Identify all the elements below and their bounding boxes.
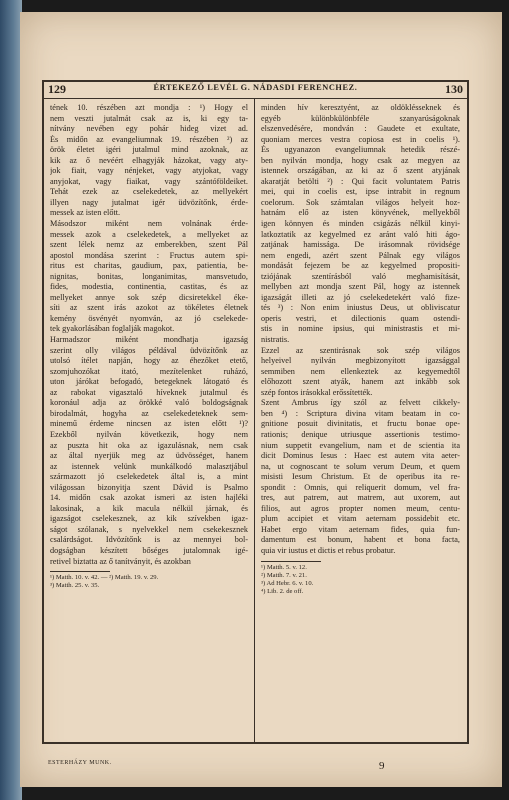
text-line: Ezzel az szentirásnak sok szép világos xyxy=(261,345,460,355)
text-line: kemény ösvényét nyomván, az jó cselekede- xyxy=(50,313,248,323)
right-column xyxy=(261,103,460,596)
footnote-separator xyxy=(261,561,321,562)
text-line: tziójának szentírásból való meghamisítását, xyxy=(261,271,460,281)
text-line: kik az ő nevéért elhagyják házokat, vagy aty- xyxy=(50,155,248,165)
text-line: jok fiait, vagy nénjeket, vagy atyjokat, vagy xyxy=(50,166,248,176)
text-line: akaratját betölti ²) : Qui facit voluntatem Patris xyxy=(261,176,460,186)
text-line: uton járókat befogadó, betegeknek látogató és xyxy=(50,377,248,387)
text-line: szép fontos irásokkal erőssítették. xyxy=(261,387,373,397)
text-line: És ugyanazon evangeliumnak hetedik részé- xyxy=(261,145,460,155)
text-line: az által nyerjük meg az üdvösséget, hanem xyxy=(50,451,248,461)
text-line: coelorum. Sok számtalan világos helyeit hoz- xyxy=(261,197,460,207)
text-line: semmiben nem ellenkeztek az kegyemedtől xyxy=(261,366,460,376)
text-line: csalárdságot. Idvözítőnk is az mennyei bol- xyxy=(50,535,248,545)
text-line: illyen nagy jutalmat igér üdvözítőnk, érde- xyxy=(50,197,248,207)
text-line: na, ut cognoscant te solum verum Deum, et quem xyxy=(261,461,460,471)
text-line: nium suppetit evangelium, nam et de scientia ita xyxy=(261,440,460,450)
running-title: ÉRTEKEZŐ LEVÉL G. NÁDASDI FERENCHEZ. xyxy=(153,83,358,92)
text-line: tés ³) : Non enim iniustus Deus, ut obliviscatur xyxy=(261,303,460,313)
text-line: istennek országában, az ki az ő szent atyjának xyxy=(261,166,460,176)
text-line: apostol mondása szerint : Fructus autem spi- xyxy=(50,250,248,260)
text-line: spondit : Omnis, qui reliquerit domum, vel fra- xyxy=(261,482,460,492)
page-header xyxy=(44,80,467,99)
text-line: gnitione posuit divinitatis, et fructu bonae ope- xyxy=(261,419,460,429)
page-number-right: 130 xyxy=(445,82,463,96)
signature-mark: ESTERHÁZY MUNK. xyxy=(48,760,112,766)
signature-number: 9 xyxy=(379,760,385,772)
text-line: birodalmát, hogyha az cselekedeteknek sem- xyxy=(50,408,248,418)
text-line: egyéb különbkülönbféle szanyarúságoknak xyxy=(261,113,460,123)
column-divider xyxy=(254,98,255,742)
text-line: operis vestri, et dilectionis quam ostendi- xyxy=(261,313,460,323)
text-line: tének 10. részében azt mondja : ¹) Hogy el xyxy=(50,103,248,112)
text-line: előhozott szent atyák, hanem azt inkább sok xyxy=(261,377,460,387)
book-edge xyxy=(0,0,22,800)
text-line: mellyben azt mondja szent Pál, hogy az istennek xyxy=(261,282,460,292)
text-line: szerint olly világos példával üdvözítőnk az xyxy=(50,345,248,355)
text-line: világossan bizonyitja szent Dávid is Psalmo xyxy=(50,482,248,492)
text-line: igazságát illeti az jó cselekedetekért való fize- xyxy=(261,292,460,302)
footnote: ²) Matth. 7. v. 21. xyxy=(261,571,307,579)
text-line: És midőn az evangeliumnak 19. részében ²) az xyxy=(50,134,248,144)
text-line: mellyeket annye sok szép dicsiretekkel éke- xyxy=(50,292,248,302)
text-line: dicit Dominus Iesus : Haec est autem vita aeter- xyxy=(261,451,460,461)
text-line: zatjának hamissága. De irásomnak rövidsége xyxy=(261,240,460,250)
text-line: Másodszor miként nem volnának érde- xyxy=(50,219,248,229)
text-line: Szent Ambrus így szól az felvett cikkely- xyxy=(261,398,460,408)
text-line: rationis; denique utriusque assertionis testimo- xyxy=(261,429,460,439)
text-line: nignitas, bonitas, longanimitas, mansvetudo, xyxy=(50,271,248,281)
footnote-separator xyxy=(50,571,110,572)
left-column xyxy=(50,103,248,590)
text-line: lakosinak, a kik macula nélkül járnak, és xyxy=(50,503,248,513)
text-line: minemű érdeme nincsen az isten előtt ¹)? xyxy=(50,419,248,429)
text-line: 14. midőn csak azokat ismeri az isten hajléki xyxy=(50,493,248,503)
text-line: stis in nomine ipsius, qui ministrastis et mi- xyxy=(261,324,460,334)
text-line: az puszta hit oka az igazulásnak, nem csak xyxy=(50,440,248,450)
text-line: örök életet igéri jutalmul mind azoknak, az xyxy=(50,145,248,155)
text-line: hatnám elő az isten könyvének, mellyekből xyxy=(261,208,460,218)
text-line: mondását fejezem be az kegyelmed propositi- xyxy=(261,261,460,271)
text-line: damentum est bonum, habent et bona facta, xyxy=(261,535,460,545)
text-line: nem veszti jutalmát csak az is, ki egy ta- xyxy=(50,113,248,123)
text-line: quoniam merces vestra copiosa est in coelis ¹). xyxy=(261,134,460,144)
footnote: ³) Matth. 25. v. 35. xyxy=(50,582,100,590)
text-line: mei, qui in coelis est, ipse intrabit in regnum xyxy=(261,187,460,197)
text-line: tres, aut patrem, aut matrem, aut uxorem, aut xyxy=(261,493,460,503)
text-line: Tehát ezek az cselekedetek, az mellyekért xyxy=(50,187,248,197)
text-line: síti az szent irás azokot az tökéletes életnek xyxy=(50,303,248,313)
bottom-rule xyxy=(42,742,469,743)
text-line: utolsó ítélet napján, hogy az éhezőket etető, xyxy=(50,356,248,366)
footnote: ¹) Matth. 5. v. 12. xyxy=(261,563,307,571)
text-line: fides, modestia, continentia, castitas, és az xyxy=(50,282,248,292)
footnote: ¹) Matth. 10. v. 42. — ²) Matth. 19. v. 29. xyxy=(50,574,159,582)
text-line: koronául adja az örökké való boldogságnak xyxy=(50,398,248,408)
text-line: dogságban készített bőséges jutalomnak igé- xyxy=(50,545,248,555)
text-line: igazságot cselekesznek, az kik szívekben igaz- xyxy=(50,514,248,524)
text-line: elszenvedésére, mondván : Gaudete et exultate, xyxy=(261,124,460,134)
text-line: quia vir iustus et dictis et rebus probatur. xyxy=(261,545,396,555)
footnote: ⁴) Lib. 2. de off. xyxy=(261,588,304,596)
footnote: ³) Ad Hebr. 6. v. 10. xyxy=(261,579,314,587)
text-line: filios, aut agros propter nomen meum, centu- xyxy=(261,503,460,513)
text-line: ben nyilván mondja, hogy csak az megyen az xyxy=(261,155,460,165)
text-line: misisti Iesum Christum. Et de operibus ita re- xyxy=(261,472,460,482)
text-line: Ezekből nyilván következik, hogy nem xyxy=(50,429,248,439)
text-line: plum accipiet et vitam aeternam possidebit etc. xyxy=(261,514,460,524)
text-line: igen könnyen és minden csigázás nélkül kinyi- xyxy=(261,219,460,229)
text-line: szomjuhozókat itató, mezítelenket ruházó, xyxy=(50,366,248,376)
text-line: anyjokat, vagy fiaikat, vagy szántóföldeiket. xyxy=(50,176,248,186)
page-number-left: 129 xyxy=(48,82,66,96)
text-line: ságot szólanak, s nyelvekkel nem csekekesznek xyxy=(50,524,248,534)
text-line: nítvány nevében egy pohár hideg vizet ad. xyxy=(50,124,248,134)
text-line: tek gyakorlásában foglalják magokot. xyxy=(50,324,175,334)
text-frame xyxy=(42,80,469,744)
text-line: nem engedi, azért szent Pálnak egy világos xyxy=(261,250,460,260)
text-line: ben ⁴) : Scriptura divina vitam beatam in co- xyxy=(261,408,460,418)
text-line: ritus est charitas, gaudium, pax, patientia, be- xyxy=(50,261,248,271)
text-line: szent lélek nemz az emberekben, szent Pál xyxy=(50,240,248,250)
text-line: retivel biztatta az ő tanítványit, és azokban xyxy=(50,556,191,566)
text-line: származott jó cselekedetek által is, a mint xyxy=(50,472,248,482)
text-line: Habet ergo vitam aeternam fides, quia fun- xyxy=(261,524,460,534)
text-line: Harmadszor miként mondhatja igazság xyxy=(50,335,248,345)
text-line: nistratis. xyxy=(261,335,290,345)
text-line: messek az isten előtt. xyxy=(50,208,121,218)
text-line: latkoztatik az kegyelmed ez aránt való hiti ágo- xyxy=(261,229,460,239)
text-line: helyeivel nyilván megbizonyított igazsággal xyxy=(261,356,460,366)
text-line: minden hív keresztyént, az oldöklésseknek és xyxy=(261,103,460,112)
text-line: az rabokat vigasztaló híveknek jutalmul és xyxy=(50,387,248,397)
text-line: az istennek velünk munkálkodó malasztjábul xyxy=(50,461,248,471)
text-line: messek azok a cselekedetek, a mellyeket az xyxy=(50,229,248,239)
